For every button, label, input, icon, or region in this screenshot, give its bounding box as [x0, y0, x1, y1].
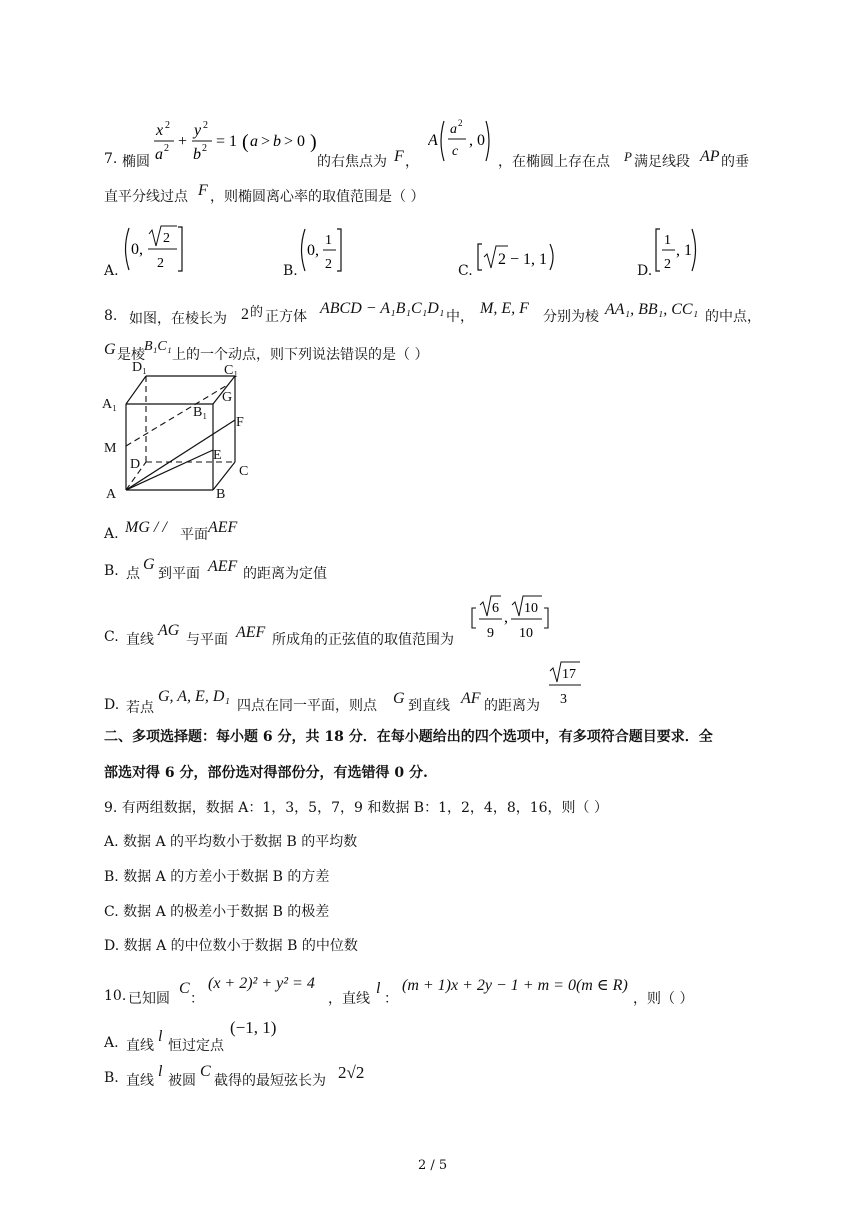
q8-option-D-mid: 四点在同一平面，则点	[237, 698, 377, 714]
q8-option-A-plane: AEF	[208, 519, 238, 536]
q9-option-A: A. 数据 A 的平均数小于数据 B 的平均数	[104, 834, 358, 850]
q8-shi: 是棱	[117, 347, 145, 363]
svg-text:a: a	[450, 122, 457, 137]
svg-text:2: 2	[165, 120, 170, 131]
svg-text:b: b	[273, 133, 281, 150]
q10-line-equation: (m + 1)x + 2y − 1 + m = 0(m ∈ R)	[402, 977, 628, 994]
q8-option-C-label: C.	[104, 629, 119, 645]
q8-edge-length: 2	[241, 306, 249, 323]
q8-option-B-label: B.	[104, 563, 119, 579]
q10-colon2: ：	[384, 991, 398, 1007]
q10-line-word: ，直线	[328, 991, 370, 1007]
q7-line2: 直平分线过点	[104, 189, 188, 205]
svg-text:2 − 1, 1: 2 − 1, 1	[498, 251, 548, 268]
q7-satisfy: 满足线段	[634, 154, 690, 170]
svg-text:10: 10	[519, 626, 533, 641]
section2-heading-line1: 二、多项选择题：每小题 6 分，共 18 分．在每小题给出的四个选项中，有多项符合题目要求．全	[104, 729, 713, 745]
section2-heading-line2: 部选对得 6 分，部份选对得部份分，有选错得 0 分.	[104, 765, 428, 781]
svg-text:0,: 0,	[131, 241, 143, 258]
q8-option-B-mid: 到平面	[158, 566, 200, 582]
q7-focus-F: F	[394, 148, 404, 165]
label-D1: D₁	[132, 360, 147, 375]
q8-option-D-AF: AF	[461, 690, 481, 707]
svg-text:1: 1	[664, 233, 671, 248]
svg-text:> 0: > 0	[284, 133, 306, 150]
q8-option-A-text: 平面	[180, 527, 208, 543]
svg-text:0,: 0,	[307, 242, 319, 259]
q7-segment-AP: AP	[700, 148, 720, 165]
label-A: A	[106, 487, 117, 502]
q8-option-D-G: G	[393, 690, 405, 707]
svg-text:a: a	[155, 146, 163, 163]
q8-option-D-value	[546, 660, 586, 710]
q7-option-B-value	[298, 226, 348, 274]
svg-text:9: 9	[487, 626, 494, 641]
q7-point-P: P	[624, 149, 632, 164]
q8-edge-B1C1: B₁C₁	[144, 339, 172, 354]
svg-text:2: 2	[458, 118, 463, 128]
q10-option-A-l: l	[158, 1028, 163, 1045]
q8-option-C-AG: AG	[158, 622, 180, 639]
svg-text:(: (	[242, 131, 249, 153]
q9-option-B: B. 数据 A 的方差小于数据 B 的方差	[104, 869, 330, 885]
svg-text:): )	[310, 131, 317, 153]
label-F: F	[236, 415, 244, 430]
q7-option-B-label: B.	[283, 263, 298, 279]
svg-text:>: >	[261, 133, 271, 150]
label-G: G	[222, 390, 233, 405]
q10-option-B-label: B.	[104, 1070, 119, 1086]
q10-option-B-value: 2√2	[338, 1063, 365, 1082]
q7-perp: 的垂	[721, 154, 749, 170]
q7-line1-rest: ，在椭圆上存在点	[498, 154, 610, 170]
q10-option-B-post: 截得的最短弦长为	[214, 1073, 326, 1089]
svg-text:10: 10	[524, 601, 538, 616]
q8-option-C-pre: 直线	[126, 632, 154, 648]
svg-text:A: A	[428, 132, 438, 149]
label-C1: C₁	[224, 363, 239, 378]
q10-option-A-label: A.	[104, 1035, 119, 1051]
svg-text:6: 6	[492, 601, 499, 616]
q8-option-D-to: 到直线	[408, 698, 450, 714]
q8-intro: 如图，在棱长为	[129, 311, 227, 327]
q8-edges: AA₁, BB₁, CC₁	[605, 301, 699, 318]
page-number: 2 / 5	[418, 1158, 448, 1173]
q8-option-C-range	[470, 594, 554, 644]
q8-midpoints: 的中点，	[705, 309, 761, 325]
q8-option-A-label: A.	[104, 526, 119, 542]
q9-stem: 9. 有两组数据，数据 A：1，3，5，7，9 和数据 B：1，2，4，8，16，则（ ）	[104, 800, 608, 816]
q10-circle-equation: (x + 2)² + y² = 4	[208, 975, 315, 992]
q8-option-A-math: MG / /	[125, 519, 167, 536]
q8-option-C-post: 所成角的正弦值的取值范围为	[272, 632, 454, 648]
svg-text:2: 2	[157, 256, 164, 271]
q7-option-C-value	[476, 240, 556, 274]
q8-option-D-post: 的距离为	[484, 698, 540, 714]
svg-text:a: a	[250, 133, 258, 150]
q8-option-B-pre: 点	[126, 566, 140, 582]
svg-text:,: ,	[504, 609, 508, 626]
q10-option-B-pre: 直线	[126, 1073, 154, 1089]
svg-text:3: 3	[560, 692, 567, 707]
q7-option-C-label: C.	[458, 263, 473, 279]
svg-text:2: 2	[163, 231, 170, 246]
q7-focus-text: 的右焦点为	[317, 154, 387, 170]
q10-option-B-C: C	[200, 1063, 211, 1080]
label-E: E	[213, 448, 222, 463]
q7-line2-F: F	[198, 182, 208, 199]
svg-text:2: 2	[202, 143, 207, 154]
q7-option-A-label: A.	[104, 263, 119, 279]
label-C: C	[239, 464, 249, 479]
q8-number: 8.	[104, 308, 118, 324]
svg-text:2: 2	[325, 257, 332, 272]
svg-text:17: 17	[562, 667, 576, 682]
q8-fenbie: 分别为棱	[543, 309, 599, 325]
q7-line2-rest: ，则椭圆离心率的取值范围是（ ）	[210, 189, 425, 205]
q7-comma: ，	[405, 154, 419, 170]
q8-option-B-plane: AEF	[208, 558, 238, 575]
q8-zhong: 中，	[446, 309, 474, 325]
q9-option-D: D. 数据 A 的中位数小于数据 B 的中位数	[104, 938, 358, 954]
q7-number: 7.	[104, 151, 118, 167]
svg-text:x: x	[156, 122, 164, 139]
svg-text:+: +	[178, 133, 188, 150]
q8-points-MEF: M, E, F	[480, 300, 529, 317]
q8-de: 的	[250, 305, 264, 320]
label-M: M	[104, 441, 117, 456]
q10-intro: 已知圆	[128, 991, 170, 1007]
q10-option-B-l: l	[158, 1063, 163, 1080]
q10-line-l: l	[376, 980, 381, 997]
label-A1: A₁	[102, 397, 117, 412]
svg-text:2: 2	[203, 120, 208, 131]
cube-figure	[100, 358, 260, 506]
q8-option-B-post: 的距离为定值	[243, 566, 327, 582]
q8-line2-rest: 上的一个动点，则下列说法错误的是（ ）	[172, 347, 429, 363]
q7-option-D-label: D.	[637, 263, 653, 279]
q7-option-A-value	[121, 224, 187, 274]
q8-option-C-plane: AEF	[236, 624, 266, 641]
q10-option-B-mid: 被圆	[168, 1073, 196, 1089]
q8-option-D-points: G, A, E, D₁	[158, 688, 230, 705]
q7-option-D-value	[654, 226, 704, 274]
q10-end: ，则（ ）	[633, 991, 694, 1007]
label-B1: B₁	[193, 405, 208, 420]
q8-point-G: G	[104, 341, 116, 358]
label-B: B	[216, 487, 226, 502]
svg-text:c: c	[452, 144, 459, 159]
q8-cube-name: ABCD − A₁B₁C₁D₁	[320, 300, 445, 317]
svg-text:= 1: = 1	[216, 133, 238, 150]
q10-option-A-pre: 直线	[126, 1038, 154, 1054]
svg-text:1: 1	[325, 233, 332, 248]
q8-option-B-G: G	[143, 556, 155, 573]
q10-number: 10.	[104, 988, 127, 1004]
q8-option-D-pre: 若点	[126, 700, 154, 716]
svg-text:, 1: , 1	[676, 242, 692, 259]
q8-option-C-mid: 与平面	[186, 632, 228, 648]
svg-text:y: y	[194, 122, 202, 139]
q10-option-A-mid: 恒过定点	[168, 1038, 224, 1054]
q8-cube-word: 正方体	[265, 309, 307, 325]
q7-intro: 椭圆	[122, 154, 150, 170]
q7-ellipse-equation	[152, 118, 318, 166]
q7-point-A	[428, 115, 498, 167]
q10-circle-C: C	[179, 980, 190, 997]
svg-text:, 0: , 0	[469, 132, 485, 149]
q10-option-A-point: (−1, 1)	[230, 1018, 277, 1037]
svg-text:2: 2	[164, 143, 169, 154]
svg-text:2: 2	[664, 257, 671, 272]
q8-option-D-label: D.	[104, 697, 120, 713]
label-D: D	[130, 457, 141, 472]
svg-text:b: b	[193, 146, 201, 163]
q9-option-C: C. 数据 A 的极差小于数据 B 的极差	[104, 904, 330, 920]
q10-colon: ：	[190, 991, 204, 1007]
